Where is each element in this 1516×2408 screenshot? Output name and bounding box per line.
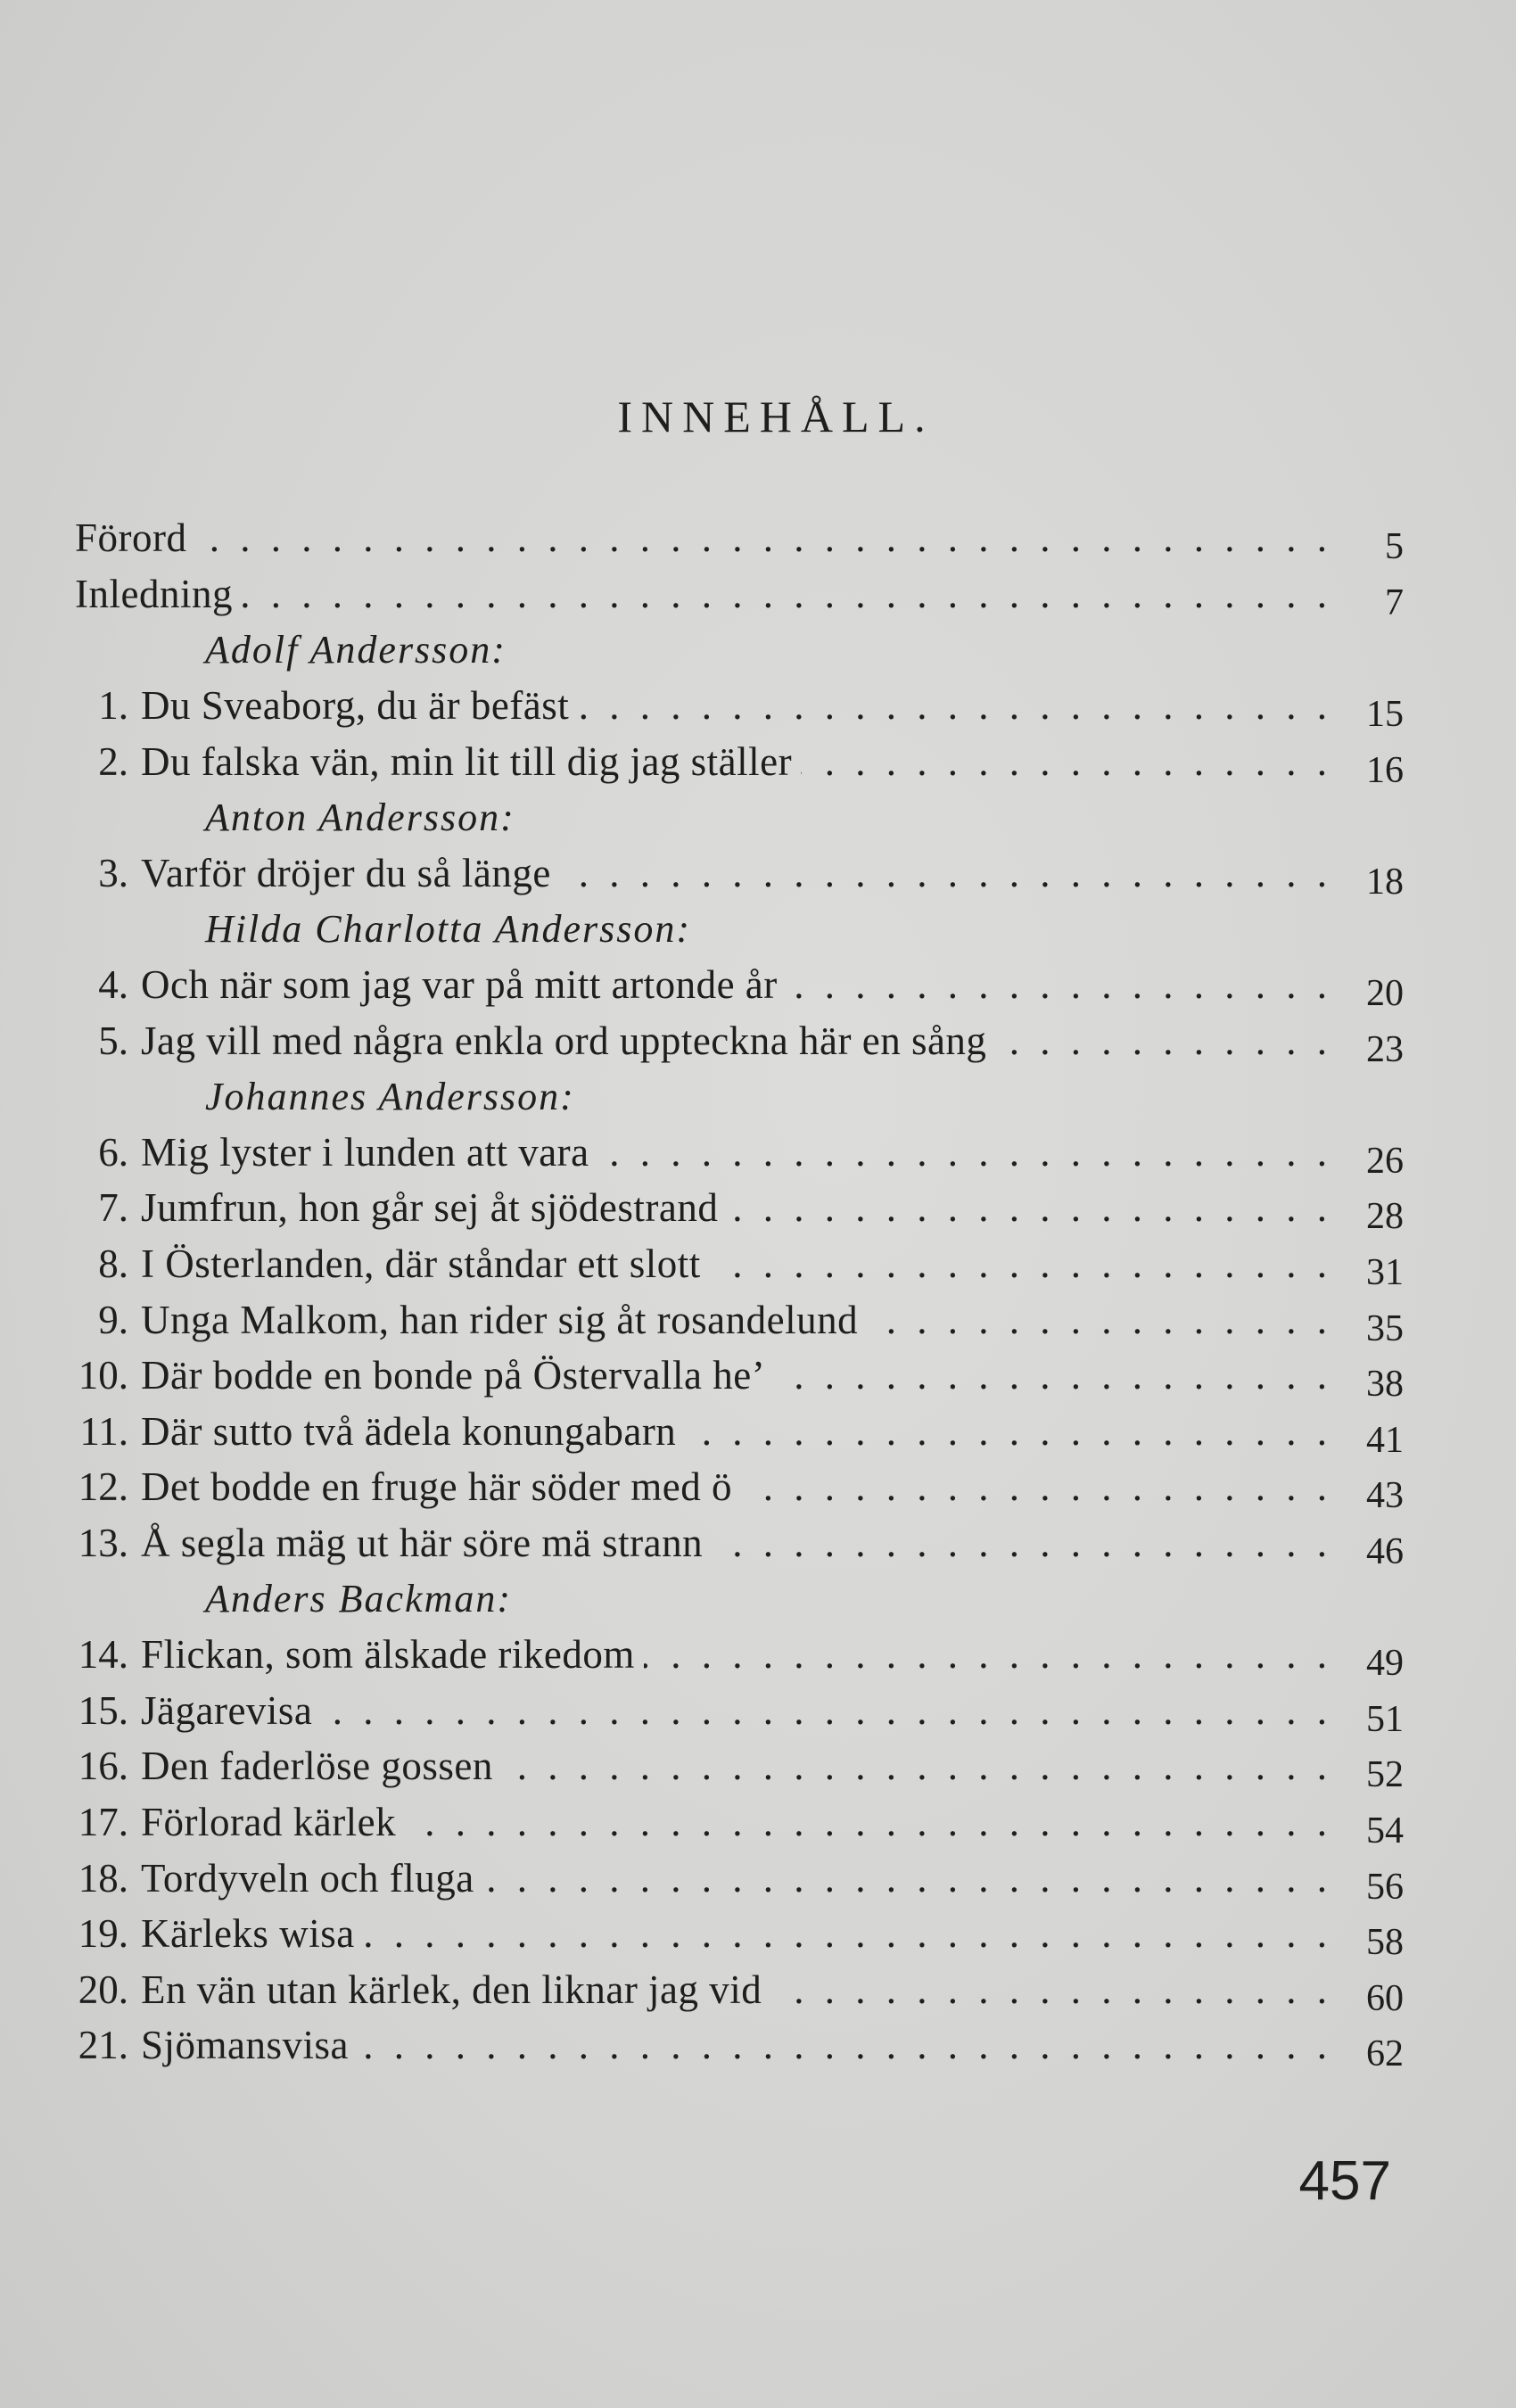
dot-leader: [644, 1631, 1332, 1678]
entry-number: 10.: [78, 1353, 128, 1398]
dot-leader: [483, 1855, 1332, 1901]
entry-title: I Österlanden, där ståndar ett slott: [141, 1241, 701, 1287]
entry-title: Du falska vän, min lit till dig jag ställer: [141, 738, 793, 784]
entry-title: Sjömansvisa: [141, 2023, 350, 2068]
author-heading: Anton Andersson:: [205, 795, 515, 839]
dot-leader: [405, 1799, 1332, 1845]
author-heading: Johannes Andersson:: [205, 1074, 575, 1118]
entry-number: 2.: [98, 738, 128, 784]
entry-number: 14.: [78, 1632, 128, 1678]
dot-leader: [787, 961, 1332, 1008]
entry-page: 16: [1366, 749, 1404, 791]
entry-title: Jägarevisa: [141, 1687, 313, 1733]
entry-title: Kärleks wisa: [141, 1911, 355, 1957]
toc-entry: [75, 1627, 1404, 1683]
entry-title: Och när som jag var på mitt artonde år: [141, 962, 778, 1008]
dot-leader: [196, 515, 1333, 561]
page-number: 457: [1298, 2150, 1391, 2212]
entry-title: Förlorad kärlek: [141, 1799, 397, 1844]
entry-page: 51: [1366, 1698, 1404, 1740]
entry-page: 52: [1366, 1754, 1404, 1796]
entry-page: 35: [1366, 1307, 1404, 1349]
dot-leader: [727, 1184, 1332, 1231]
toc-entry: [75, 1850, 1404, 1906]
entry-number: 20.: [78, 1967, 128, 2012]
entry-title: Du Sveaborg, du är befäst: [141, 683, 570, 729]
toc-entry: [75, 1515, 1404, 1571]
entry-number: 12.: [78, 1464, 128, 1510]
entry-title: Den faderlöse gossen: [141, 1744, 493, 1789]
toc-entry: [75, 1404, 1404, 1460]
entry-number: 15.: [78, 1687, 128, 1733]
toc-entry-inledning: [75, 566, 1404, 623]
entry-page: 58: [1366, 1922, 1404, 1964]
author-heading: Anders Backman:: [205, 1577, 513, 1621]
entry-number: 16.: [78, 1744, 128, 1789]
author-heading: Adolf Andersson:: [205, 627, 507, 672]
entry-title: Mig lyster i lunden att vara: [141, 1129, 589, 1175]
dot-leader: [770, 1967, 1332, 2013]
entry-number: 18.: [78, 1855, 128, 1901]
dot-leader: [741, 1464, 1332, 1510]
toc-entry: [75, 957, 1404, 1013]
dot-leader: [774, 1352, 1332, 1398]
dot-leader: [801, 738, 1332, 785]
entry-number: 7.: [98, 1185, 128, 1231]
toc-entry: [75, 678, 1404, 734]
entry-page: 49: [1366, 1643, 1404, 1685]
entry-title: Tordyveln och fluga: [141, 1855, 474, 1901]
entry-number: 9.: [98, 1297, 128, 1342]
entry-title: Flickan, som älskade rikedom: [141, 1632, 635, 1678]
entry-number: 6.: [98, 1129, 128, 1175]
dot-leader: [995, 1018, 1332, 1064]
entry-title: Det bodde en fruge här söder med ö: [141, 1464, 733, 1510]
toc-entry: [75, 1906, 1404, 1962]
dot-leader: [578, 682, 1332, 729]
toc-entry: [75, 2017, 1404, 2074]
table-of-contents: [75, 510, 1404, 2074]
entry-number: 4.: [98, 962, 128, 1008]
toc-entry: [75, 1961, 1404, 2017]
entry-title: Unga Malkom, han rider sig åt rosandelund: [141, 1297, 859, 1342]
entry-title: Förord: [75, 515, 187, 561]
entry-page: 18: [1366, 861, 1404, 903]
toc-entry: [75, 733, 1404, 789]
toc-entry: [75, 1794, 1404, 1851]
entry-page: 62: [1366, 2033, 1404, 2075]
entry-title: Där sutto två ädela konungabarn: [141, 1408, 677, 1454]
entry-number: 21.: [78, 2023, 128, 2068]
dot-leader: [502, 1743, 1332, 1789]
dot-leader: [242, 571, 1332, 617]
entry-number: 8.: [98, 1241, 128, 1287]
dot-leader: [358, 2022, 1332, 2068]
entry-page: 26: [1366, 1140, 1404, 1182]
entry-page: 7: [1385, 581, 1404, 623]
toc-entry: [75, 1125, 1404, 1181]
entry-page: 23: [1366, 1028, 1404, 1070]
entry-page: 60: [1366, 1977, 1404, 2019]
entry-number: 3.: [98, 850, 128, 895]
entry-title: Inledning: [75, 571, 233, 616]
dot-leader: [321, 1687, 1332, 1734]
entry-page: 46: [1366, 1530, 1404, 1572]
entry-title: Jumfrun, hon går sej åt sjödestrand: [141, 1185, 719, 1231]
entry-title: Där bodde en bonde på Östervalla he’: [141, 1353, 766, 1398]
toc-entry-forord: [75, 510, 1404, 566]
entry-page: 56: [1366, 1866, 1404, 1908]
entry-number: 19.: [78, 1911, 128, 1957]
toc-entry: [75, 1348, 1404, 1404]
entry-page: 38: [1366, 1364, 1404, 1406]
dot-leader: [712, 1520, 1332, 1566]
dot-leader: [598, 1129, 1332, 1175]
toc-entry: [75, 1012, 1404, 1068]
dot-leader: [685, 1408, 1332, 1455]
entry-page: 43: [1366, 1475, 1404, 1517]
entry-page: 20: [1366, 973, 1404, 1015]
toc-entry: [75, 1682, 1404, 1738]
page-title: INNEHÅLL.: [617, 392, 935, 441]
dot-leader: [867, 1297, 1332, 1343]
dot-leader: [710, 1241, 1332, 1287]
entry-number: 17.: [78, 1799, 128, 1844]
entry-page: 28: [1366, 1196, 1404, 1238]
entry-number: 13.: [78, 1520, 128, 1565]
entry-page: 41: [1366, 1419, 1404, 1461]
toc-entry: [75, 1291, 1404, 1348]
author-heading: Hilda Charlotta Andersson:: [205, 906, 692, 951]
entry-number: 11.: [79, 1408, 128, 1454]
entry-title: Å segla mäg ut här söre mä strann: [141, 1520, 704, 1565]
dot-leader: [560, 850, 1332, 896]
toc-entry: [75, 1236, 1404, 1292]
entry-page: 15: [1366, 694, 1404, 736]
entry-page: 31: [1366, 1252, 1404, 1294]
toc-entry: [75, 1180, 1404, 1236]
toc-entry: [75, 1459, 1404, 1515]
entry-page: 54: [1366, 1810, 1404, 1851]
entry-title: Varför dröjer du så länge: [141, 850, 551, 895]
entry-number: 5.: [98, 1018, 128, 1063]
dot-leader: [364, 1910, 1332, 1957]
entry-page: 5: [1385, 526, 1404, 568]
toc-entry: [75, 1738, 1404, 1794]
entry-number: 1.: [98, 683, 128, 729]
entry-title: En vän utan kärlek, den liknar jag vid: [141, 1967, 762, 2012]
toc-entry: [75, 845, 1404, 902]
entry-title: Jag vill med några enkla ord uppteckna här en sång: [141, 1018, 987, 1063]
